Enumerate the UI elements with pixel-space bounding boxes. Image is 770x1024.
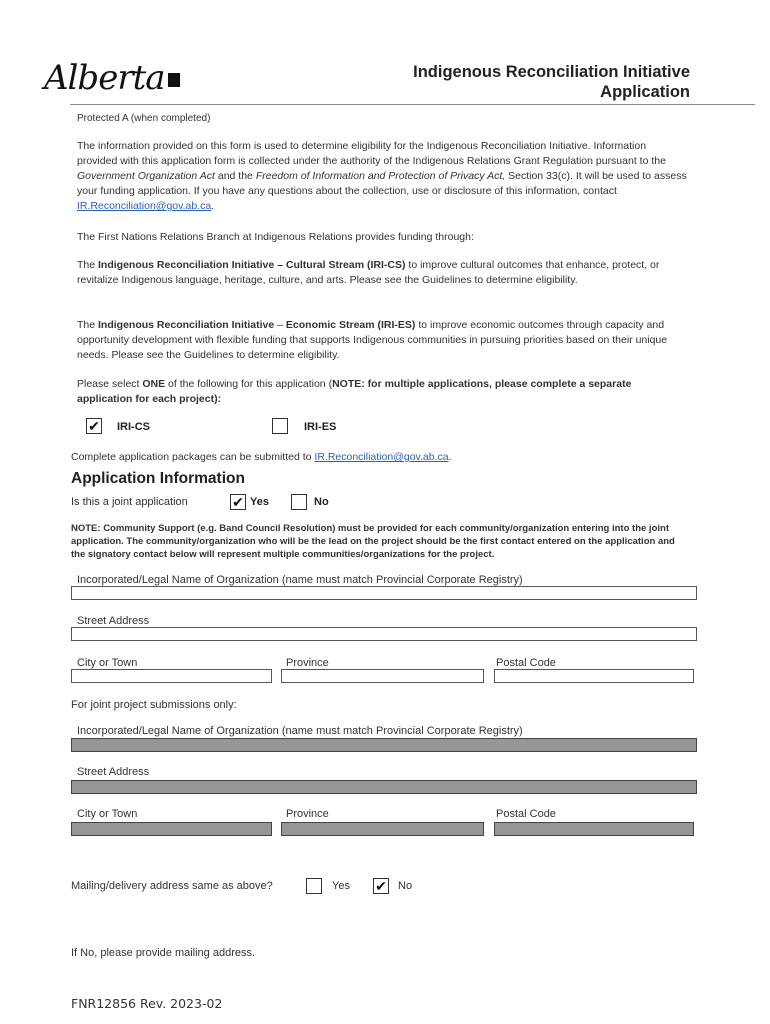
submit-email-link[interactable]: IR.Reconciliation@gov.ab.ca	[314, 451, 449, 463]
joint-only-label: For joint project submissions only:	[71, 699, 237, 711]
logo-flag-icon	[168, 73, 180, 87]
org-name-input[interactable]	[71, 586, 697, 600]
joint-province-label: Province	[286, 808, 329, 820]
mailing-same-label: Mailing/delivery address same as above?	[71, 880, 273, 892]
title-line-1: Indigenous Reconciliation Initiative	[413, 63, 690, 81]
joint-application-label: Is this a joint application	[71, 496, 188, 508]
form-number-footer: FNR12856 Rev. 2023-02	[71, 996, 223, 1011]
mailing-no-checkbox[interactable]: ✔	[373, 878, 389, 894]
joint-province-input[interactable]	[281, 822, 484, 836]
joint-no-checkbox[interactable]	[291, 494, 307, 510]
mailing-no-label: No	[398, 880, 413, 892]
joint-city-input[interactable]	[71, 822, 272, 836]
submit-instruction: Complete application packages can be submitted to IR.Reconciliation@gov.ab.ca.	[71, 451, 452, 463]
mailing-if-no-label: If No, please provide mailing address.	[71, 947, 256, 959]
alberta-logo	[44, 58, 180, 98]
iri-es-checkbox[interactable]	[272, 418, 288, 434]
section-title-application-info: Application Information	[71, 470, 245, 487]
intro-paragraph-1: The information provided on this form is used to determine eligibility for the Indigenous Reconciliation Initiative. Information provided with this application form is collected under the authority of the Indigenous Relations Grant Regulation pursuant to the Government Organization Act and the Freedom of Information and Protection of Privacy Act, Section 33(c). It will be used to assess your funding application. If you have any questions about the collection, use or disclosure of this information, contact IR.Reconciliation@gov.ab.ca.	[77, 140, 687, 212]
joint-city-label: City or Town	[77, 808, 138, 820]
intro-paragraph-2: The First Nations Relations Branch at Indigenous Relations provides funding through:	[77, 231, 474, 243]
joint-postal-code-input[interactable]	[494, 822, 694, 836]
street-address-label: Street Address	[77, 615, 150, 627]
contact-email-link[interactable]: IR.Reconciliation@gov.ab.ca	[77, 200, 212, 212]
province-input[interactable]	[281, 669, 484, 683]
joint-street-address-input[interactable]	[71, 780, 697, 794]
community-support-note: NOTE: Community Support (e.g. Band Council Resolution) must be provided for each community/organization entering into the joint application. The community/organization who will be the lead on the project should be the first contact entered on the application and the signatory contact below will represent multiple communities/organizations for the project.	[71, 523, 675, 560]
joint-yes-checkbox[interactable]: ✔	[230, 494, 246, 510]
mailing-yes-label: Yes	[332, 880, 350, 892]
joint-yes-label: Yes	[250, 496, 269, 508]
city-label: City or Town	[77, 657, 138, 669]
postal-code-input[interactable]	[494, 669, 694, 683]
protected-label: Protected A (when completed)	[77, 113, 211, 124]
logo-text: Alberta	[44, 58, 165, 98]
intro-paragraph-cultural: The Indigenous Reconciliation Initiative – Cultural Stream (IRI-CS) to improve cultural outcomes that enhance, protect, or revitalize Indigenous language, heritage, culture, and arts. Please see the Guidelines to determine eligibility.	[77, 259, 660, 286]
joint-postal-code-label: Postal Code	[496, 808, 556, 820]
street-address-input[interactable]	[71, 627, 697, 641]
city-input[interactable]	[71, 669, 272, 683]
header-divider	[70, 104, 755, 105]
mailing-yes-checkbox[interactable]	[306, 878, 322, 894]
province-label: Province	[286, 657, 329, 669]
iri-cs-checkbox[interactable]: ✔	[86, 418, 102, 434]
joint-street-address-label: Street Address	[77, 766, 150, 778]
page-title	[413, 62, 690, 102]
org-name-label: Incorporated/Legal Name of Organization (name must match Provincial Corporate Registry)	[77, 574, 523, 586]
select-instruction: Please select ONE of the following for this application (NOTE: for multiple applications, please complete a separate application for each project):	[77, 378, 632, 405]
joint-org-name-label: Incorporated/Legal Name of Organization (name must match Provincial Corporate Registry)	[77, 725, 523, 737]
intro-paragraph-economic: The Indigenous Reconciliation Initiative – Economic Stream (IRI-ES) to improve economic outcomes through capacity and opportunity development with flexible funding that supports Indigenous communities in pursuing priorities based on their unique needs. Please see the Guidelines to determine eligibility.	[77, 319, 668, 361]
title-line-2: Application	[600, 83, 690, 101]
joint-org-name-input[interactable]	[71, 738, 697, 752]
joint-no-label: No	[314, 496, 329, 508]
iri-cs-label: IRI-CS	[117, 421, 150, 433]
iri-es-label: IRI-ES	[304, 421, 337, 433]
postal-code-label: Postal Code	[496, 657, 556, 669]
